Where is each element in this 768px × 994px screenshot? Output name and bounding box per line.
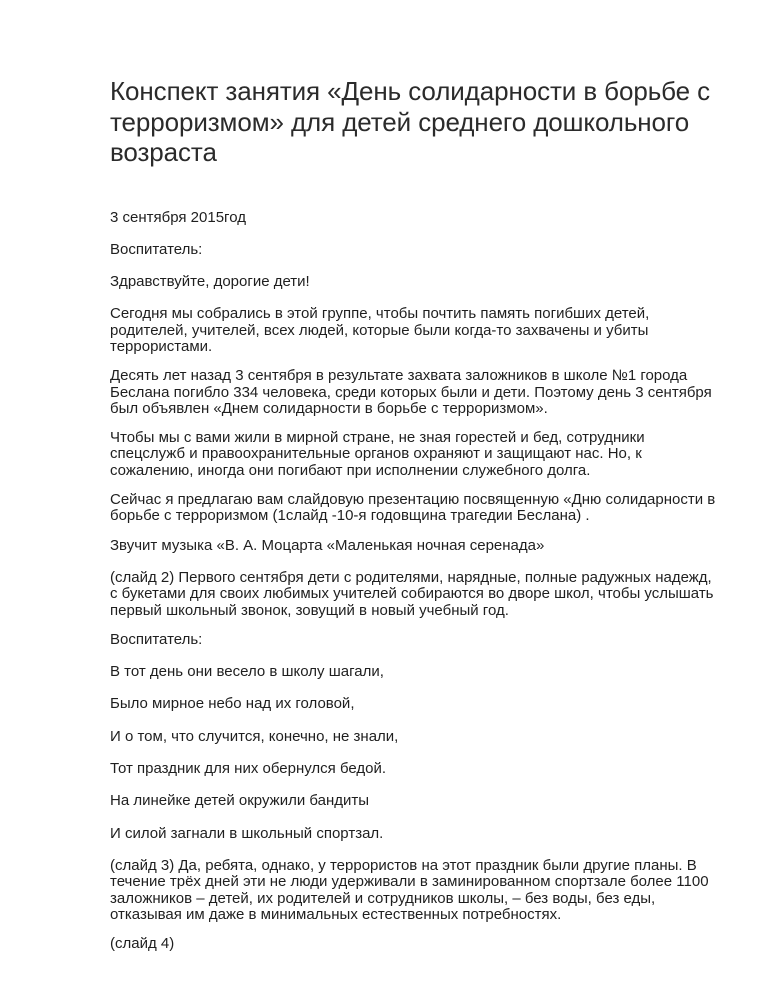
poem-line-5: На линейке детей окружили бандиты [110, 792, 370, 810]
poem-line-1: В тот день они весело в школу шагали, [110, 663, 384, 681]
poem-line-4: Тот праздник для них обернулся бедой. [110, 760, 387, 778]
document-page [110, 76, 720, 965]
poem-line-3: И о том, что случится, конечно, не знали, [110, 727, 399, 745]
slide-4-label: (слайд 4) [110, 935, 175, 953]
poem-line-6: И силой загнали в школьный спортзал. [110, 824, 384, 842]
peace-paragraph: Чтобы мы с вами жили в мирной стране, не зная горестей и бед, сотрудники спецслужб и правоохранительные органов охраняют и защищают нас. Но, к сожалению, иногда они погибают при исполнении служебного долга. [110, 429, 645, 479]
poem-line-2: Было мирное небо над их головой, [110, 695, 355, 713]
document-title: Конспект занятия «День солидарности в борьбе с терроризмом» для детей среднего дошкольного возраста [110, 76, 711, 167]
date-line: 3 сентября 2015год [110, 208, 246, 226]
beslan-paragraph: Десять лет назад 3 сентября в результате захвата заложников в школе №1 города Беслана погибло 334 человека, среди которых были и дети. Поэтому день 3 сентября был объявлен «Днем солидарности в борьбе с терроризмом». [110, 367, 712, 417]
slide-2-paragraph: (слайд 2) Первого сентября дети с родителями, нарядные, полные радужных надежд, с букетами для своих любимых учителей собираются во дворе школ, чтобы услышать первый школьный звонок, зовущий в новый учебный год. [110, 568, 714, 619]
intro-paragraph: Сегодня мы собрались в этой группе, чтобы почтить память погибших детей, родителей, учителей, всех людей, которые были когда-то захвачены и убиты террористами. [110, 305, 650, 355]
presentation-paragraph: Сейчас я предлагаю вам слайдовую презентацию посвященную «Дню солидарности в борьбе с терроризмом (1слайд -10-я годовщина трагедии Беслана) . [110, 491, 716, 525]
greeting-paragraph: Здравствуйте, дорогие дети! [110, 273, 310, 291]
speaker-label: Воспитатель: [110, 240, 203, 258]
music-paragraph: Звучит музыка «В. А. Моцарта «Маленькая ночная серенада» [110, 536, 545, 554]
speaker-label-2: Воспитатель: [110, 630, 203, 648]
slide-3-paragraph: (слайд 3) Да, ребята, однако, у террористов на этот праздник были другие планы. В течение трёх дней эти не люди удерживали в заминированном спортзале более 1100 заложников – детей, их родителей и сотрудников школы, – без воды, без еды, отказывая им даже в минимальных естественных потребностях. [110, 856, 709, 923]
